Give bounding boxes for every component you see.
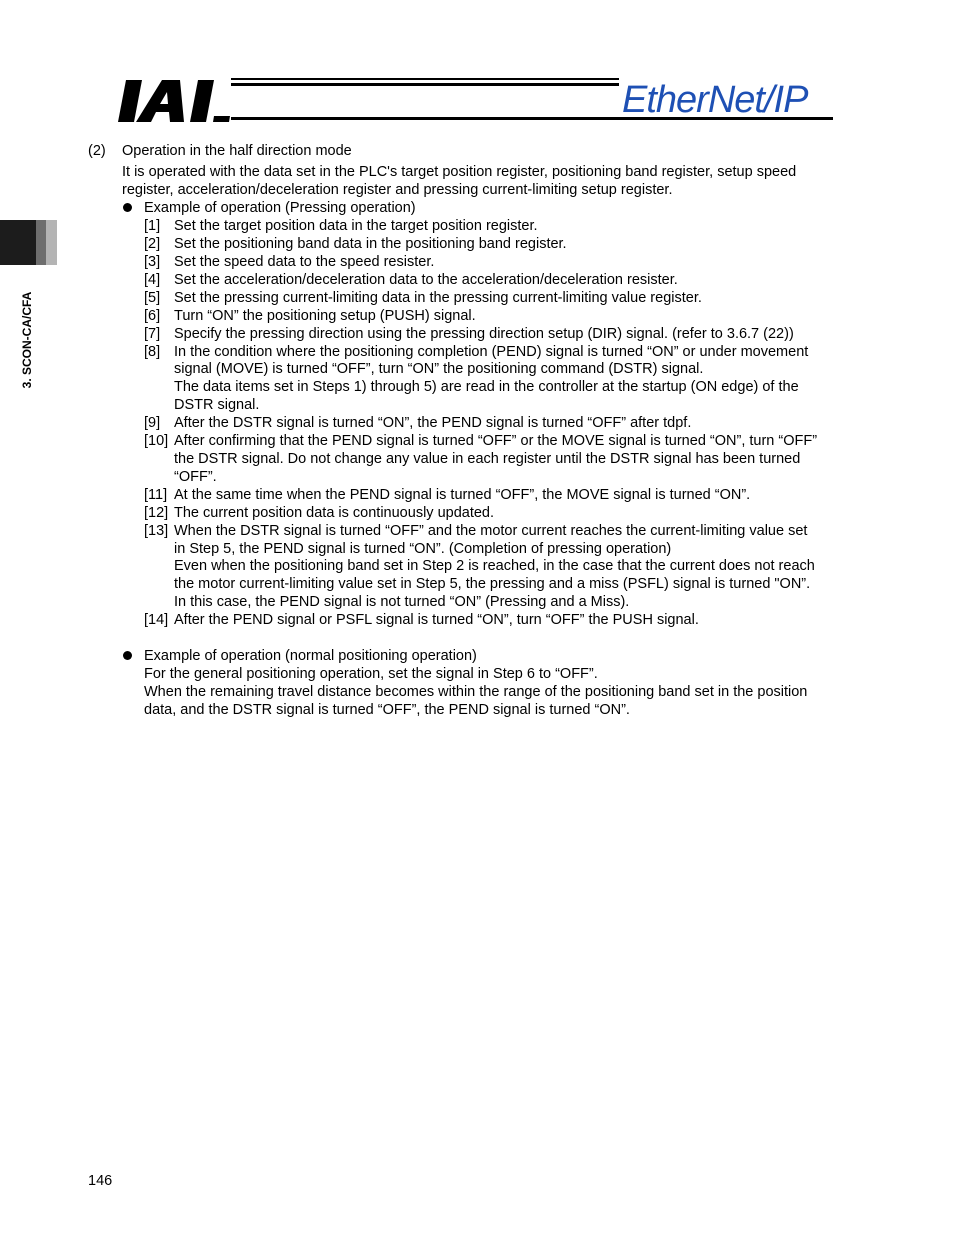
section-title: Operation in the half direction mode	[122, 143, 352, 159]
pressing-example-title: Example of operation (Pressing operation)	[144, 200, 416, 216]
section-intro-line: It is operated with the data set in the PLC's target position register, positioning band register, setup speed	[122, 164, 797, 180]
bullet-icon	[123, 203, 132, 212]
step-number: [9]	[144, 415, 161, 431]
step-text: Turn “ON” the positioning setup (PUSH) signal.	[174, 308, 476, 324]
step-text: the motor current-limiting value set in Step 5, the pressing and a miss (PSFL) signal is turned "ON”.	[174, 576, 811, 592]
step-text: the DSTR signal. Do not change any value in each register until the DSTR signal has been turned	[174, 451, 801, 467]
normal-example-text: For the general positioning operation, set the signal in Step 6 to “OFF”.	[144, 666, 598, 682]
step-text: in Step 5, the PEND signal is turned “ON”. (Completion of pressing operation)	[174, 541, 672, 557]
step-number: [1]	[144, 218, 161, 234]
step-number: [3]	[144, 254, 161, 270]
step-text: The data items set in Steps 1) through 5) are read in the controller at the startup (ON edge) of the	[174, 379, 799, 395]
step-text: Set the acceleration/deceleration data to the acceleration/deceleration resister.	[174, 272, 678, 288]
step-text: After the PEND signal or PSFL signal is turned “ON”, turn “OFF” the PUSH signal.	[174, 612, 699, 628]
step-text: Set the target position data in the target position register.	[174, 218, 538, 234]
step-number: [2]	[144, 236, 161, 252]
normal-example-text: When the remaining travel distance becomes within the range of the positioning band set in the position	[144, 684, 808, 700]
step-text: Set the pressing current-limiting data in the pressing current-limiting value register.	[174, 290, 702, 306]
step-number: [4]	[144, 272, 161, 288]
step-text: In this case, the PEND signal is not turned “ON” (Pressing and a Miss).	[174, 594, 630, 610]
chapter-tab-block-dark	[0, 220, 36, 265]
section-intro-line: register, acceleration/deceleration register and pressing current-limiting setup register.	[122, 182, 673, 198]
step-text: After the DSTR signal is turned “ON”, the PEND signal is turned “OFF” after tdpf.	[174, 415, 692, 431]
step-text: signal (MOVE) is turned “OFF”, turn “ON” the positioning command (DSTR) signal.	[174, 361, 704, 377]
step-number: [13]	[144, 523, 169, 539]
step-number: [12]	[144, 505, 169, 521]
header-rule-top	[231, 78, 619, 80]
step-text: Set the positioning band data in the positioning band register.	[174, 236, 567, 252]
ethernet-ip-brand: EtherNet/IP	[622, 79, 808, 121]
step-number: [11]	[144, 487, 168, 503]
chapter-label: 3. SCON-CA/CFA	[20, 291, 34, 389]
iai-logo-mark	[118, 80, 230, 122]
step-number: [7]	[144, 326, 161, 342]
step-text: DSTR signal.	[174, 397, 260, 413]
step-text: Even when the positioning band set in Step 2 is reached, in the case that the current does not reach	[174, 558, 815, 574]
step-text: The current position data is continuously updated.	[174, 505, 495, 521]
normal-example-title: Example of operation (normal positioning operation)	[144, 648, 477, 664]
step-text: After confirming that the PEND signal is turned “OFF” or the MOVE signal is turned “ON”, turn “OFF”	[174, 433, 818, 449]
normal-example-text: data, and the DSTR signal is turned “OFF”, the PEND signal is turned “ON”.	[144, 702, 630, 718]
bullet-icon	[123, 651, 132, 660]
step-text: When the DSTR signal is turned “OFF” and the motor current reaches the current-limiting value set	[174, 523, 808, 539]
step-number: [5]	[144, 290, 161, 306]
section-number: (2)	[88, 143, 106, 159]
step-text: In the condition where the positioning completion (PEND) signal is turned “ON” or under movement	[174, 344, 809, 360]
step-number: [10]	[144, 433, 169, 449]
step-text: Specify the pressing direction using the pressing direction setup (DIR) signal. (refer to 3.6.7 (22))	[174, 326, 794, 342]
step-text: Set the speed data to the speed resister.	[174, 254, 435, 270]
step-number: [6]	[144, 308, 161, 324]
chapter-tab-block-light	[46, 220, 57, 265]
step-number: [8]	[144, 344, 161, 360]
chapter-tab-block-mid	[36, 220, 46, 265]
header-rule-top-thick	[231, 83, 619, 86]
step-text: At the same time when the PEND signal is turned “OFF”, the MOVE signal is turned “ON”.	[174, 487, 751, 503]
step-number: [14]	[144, 612, 169, 628]
page-number: 146	[88, 1173, 113, 1189]
step-text: “OFF”.	[174, 469, 217, 485]
chapter-tab	[0, 220, 57, 265]
